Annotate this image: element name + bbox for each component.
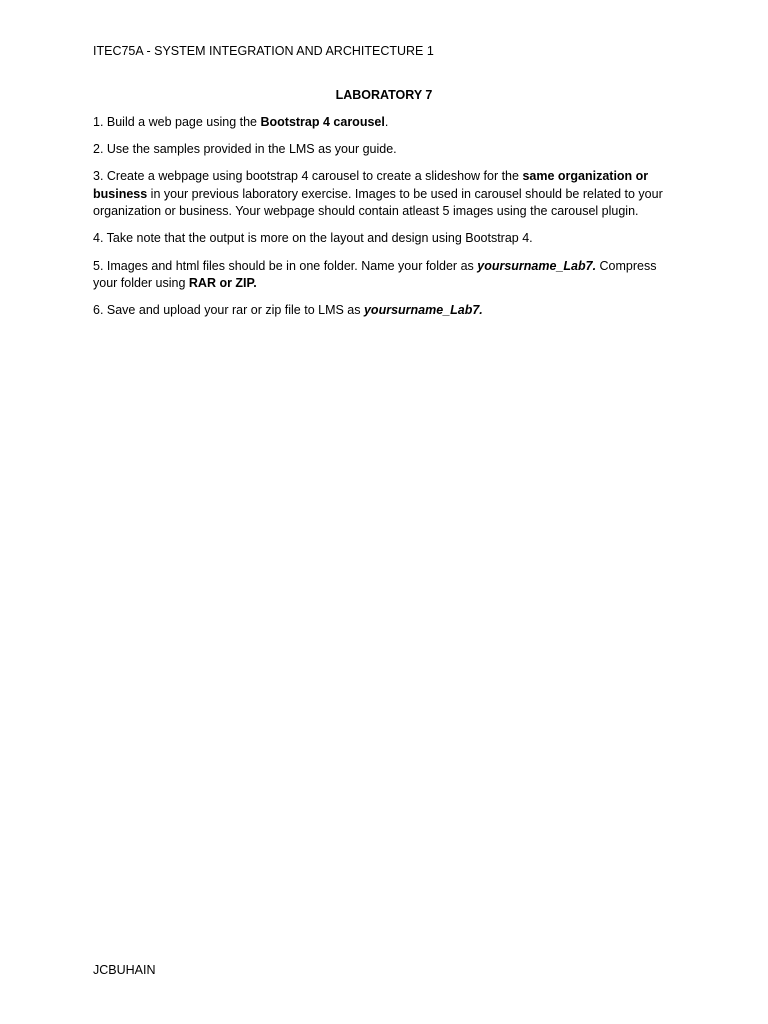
instruction-3-bold: same organization or business	[93, 169, 649, 201]
instruction-5-mid: Compress your folder using	[93, 258, 657, 291]
document-footer: JCBUHAIN	[93, 963, 156, 977]
instruction-5-format: RAR or ZIP.	[188, 276, 257, 291]
instruction-4-text: 4. Take note that the output is more on the layout and design using Bootstrap 4.	[93, 231, 533, 246]
instruction-item-2	[93, 141, 678, 159]
instruction-item-1	[93, 114, 678, 132]
instruction-1-end: .	[384, 115, 389, 129]
instruction-2-text: 2. Use the samples provided in the LMS as your guide.	[93, 142, 397, 157]
instructions-list	[93, 114, 678, 329]
instruction-1-text: 1. Build a web page using the	[93, 115, 261, 129]
instruction-5-text: 5. Images and html files should be in one folder. Name your folder as	[93, 258, 478, 273]
instruction-5-folder-name: yoursurname_Lab7.	[477, 258, 597, 273]
instruction-item-4	[93, 230, 678, 248]
instruction-item-3	[93, 168, 678, 221]
instruction-6-text: 6. Save and upload your rar or zip file to LMS as	[93, 303, 364, 318]
instruction-3-end: in your previous laboratory exercise. Images to be used in carousel should be related to your organization or business. Your webpage should contain atleast 5 images using the carousel plugin.	[93, 186, 663, 219]
instruction-3-text: 3. Create a webpage using bootstrap 4 carousel to create a slideshow for the	[93, 169, 523, 184]
document-title: LABORATORY 7	[335, 88, 433, 102]
instruction-1-bold: Bootstrap 4 carousel	[260, 115, 385, 129]
document-header: ITEC75A - SYSTEM INTEGRATION AND ARCHITECTURE 1	[93, 44, 434, 58]
instruction-6-file-name: yoursurname_Lab7.	[363, 303, 483, 318]
instruction-item-5	[93, 258, 678, 293]
instruction-item-6	[93, 302, 678, 320]
